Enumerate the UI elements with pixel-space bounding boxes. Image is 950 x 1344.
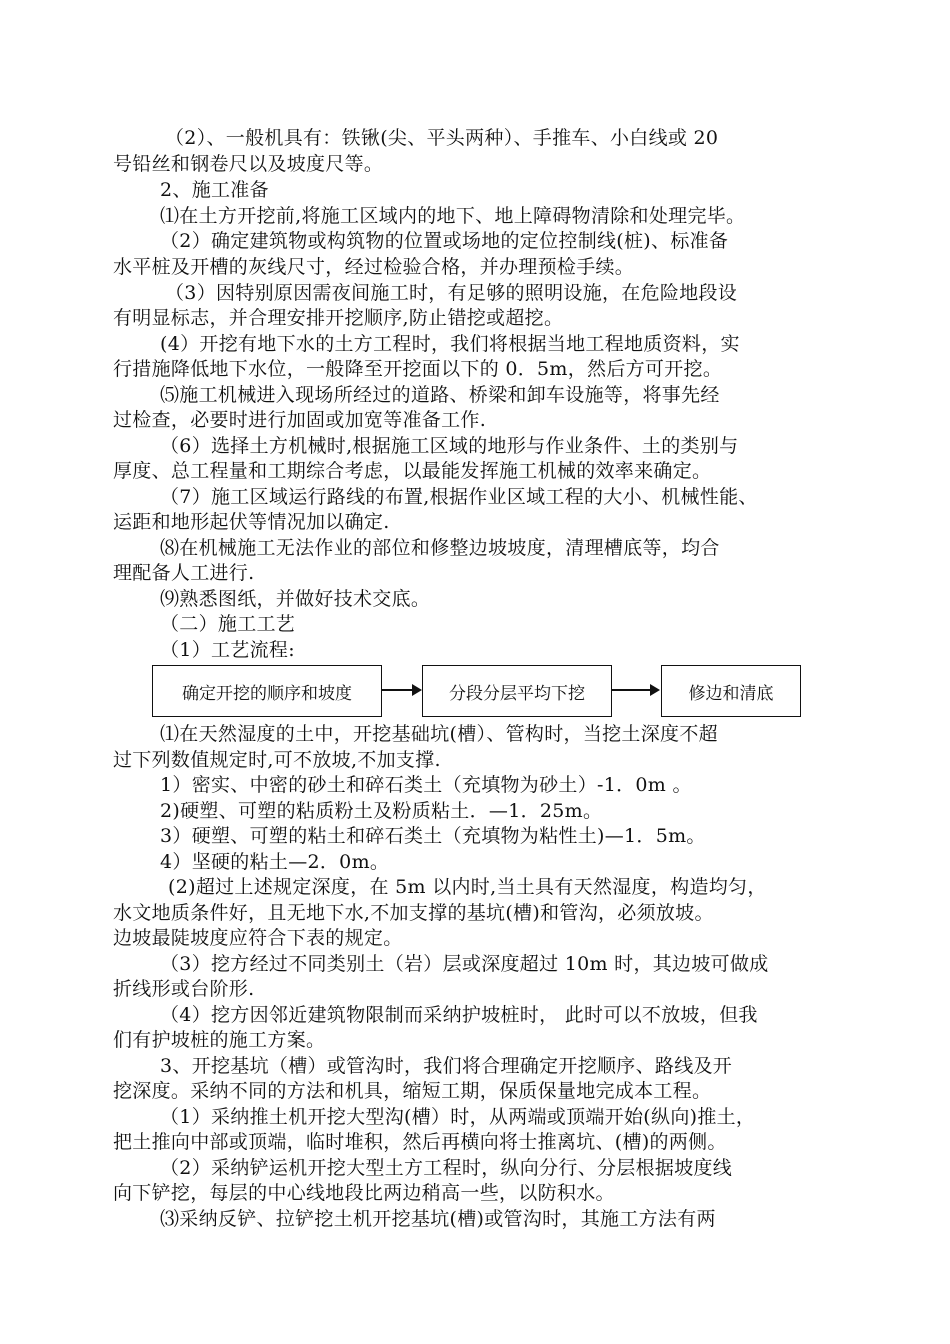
text-line: 理配备人工进行. [113, 562, 255, 584]
text-line: 2、施工准备 [160, 179, 269, 201]
text-line: 水平桩及开槽的灰线尺寸，经过检验合格，并办理预检手续。 [113, 256, 635, 278]
text-line: （4）挖方因邻近建筑物限制而采纳护坡桩时， 此时可以不放坡，但我 [160, 1004, 758, 1026]
text-line: 行措施降低地下水位，一般降至开挖面以下的 0．5m，然后方可开挖。 [113, 358, 723, 380]
text-line: ⑴在土方开挖前,将施工区域内的地下、地上障碍物清除和处理完毕。 [160, 205, 746, 227]
text-line: （1）采纳推土机开挖大型沟(槽）时，从两端或顶端开始(纵向)推土， [160, 1106, 756, 1128]
text-line: （二）施工工艺 [160, 613, 296, 635]
text-line: 水文地质条件好，且无地下水,不加支撑的基坑(槽)和管沟，必须放坡。 [113, 902, 714, 924]
text-line: 过下列数值规定时,可不放坡,不加支撑. [113, 749, 441, 771]
text-line: 运距和地形起伏等情况加以确定. [113, 511, 390, 533]
flow-arrow-1 [382, 689, 420, 691]
text-line: (2)超过上述规定深度，在 5m 以内时,当土具有天然湿度，构造均匀， [168, 876, 767, 898]
flow-step-1: 确定开挖的顺序和坡度 [152, 665, 382, 717]
flow-step-2: 分段分层平均下挖 [422, 665, 612, 717]
text-line: （6）选择土方机械时,根据施工区域的地形与作业条件、土的类别与 [160, 435, 739, 457]
text-line: 2)硬塑、可塑的粘质粉土及粉质粘土．—1．25m。 [160, 800, 603, 822]
text-line: 折线形或台阶形. [113, 978, 255, 1000]
text-line: 1）密实、中密的砂土和碎石类土（充填物为砂土）-1．0m 。 [160, 774, 692, 796]
text-line: ⑼熟悉图纸，并做好技术交底。 [160, 588, 431, 610]
text-line: 厚度、总工程量和工期综合考虑，以最能发挥施工机械的效率来确定。 [113, 460, 712, 482]
text-line: （2）采纳铲运机开挖大型土方工程时，纵向分行、分层根据坡度线 [160, 1157, 733, 1179]
text-line: （7）施工区域运行路线的布置,根据作业区域工程的大小、机械性能、 [160, 486, 758, 508]
text-line: 过检查，必要时进行加固或加宽等准备工作. [113, 409, 487, 431]
text-line: （2）、一般机具有：铁锹(尖、平头两种）、手推车、小白线或 20 [165, 127, 719, 149]
text-line: （3）因特别原因需夜间施工时，有足够的照明设施，在危险地段设 [165, 282, 738, 304]
text-line: 4）坚硬的粘土—2．0m。 [160, 851, 390, 873]
text-line: 边坡最陡坡度应符合下表的规定。 [113, 927, 403, 949]
flow-arrow-2 [612, 689, 658, 691]
text-line: 们有护坡桩的施工方案。 [113, 1029, 326, 1051]
text-line: 3、开挖基坑（槽）或管沟时，我们将合理确定开挖顺序、路线及开 [160, 1055, 733, 1077]
text-line: (4）开挖有地下水的土方工程时，我们将根据当地工程地质资料，实 [160, 333, 740, 355]
text-line: ⑶采纳反铲、拉铲挖土机开挖基坑(槽)或管沟时，其施工方法有两 [160, 1208, 716, 1230]
text-line: 挖深度。采纳不同的方法和机具，缩短工期，保质保量地完成本工程。 [113, 1080, 712, 1102]
text-line: ⑸施工机械进入现场所经过的道路、桥梁和卸车设施等，将事先经 [160, 384, 720, 406]
text-line: 号铅丝和钢卷尺以及坡度尺等。 [113, 153, 384, 175]
text-line: 有明显标志，并合理安排开挖顺序,防止错挖或超挖。 [113, 307, 564, 329]
text-line: （2）确定建筑物或构筑物的位置或场地的定位控制线(桩)、标准备 [160, 230, 729, 252]
text-line: （3）挖方经过不同类别土（岩）层或深度超过 10m 时，其边坡可做成 [160, 953, 769, 975]
text-line: 向下铲挖，每层的中心线地段比两边稍高一些，以防积水。 [113, 1182, 615, 1204]
text-line: 3）硬塑、可塑的粘土和碎石类土（充填物为粘性土)—1．5m。 [160, 825, 706, 847]
text-line: 把土推向中部或顶端，临时堆积，然后再横向将士推离坑、(槽)的两侧。 [113, 1131, 727, 1153]
text-line: （1）工艺流程: [160, 639, 295, 661]
text-line: ⑻在机械施工无法作业的部位和修整边坡坡度，清理槽底等，均合 [160, 537, 720, 559]
flow-step-3: 修边和清底 [661, 665, 801, 717]
text-line: ⑴在天然湿度的土中，开挖基础坑(槽）、管构时，当挖土深度不超 [160, 723, 718, 745]
